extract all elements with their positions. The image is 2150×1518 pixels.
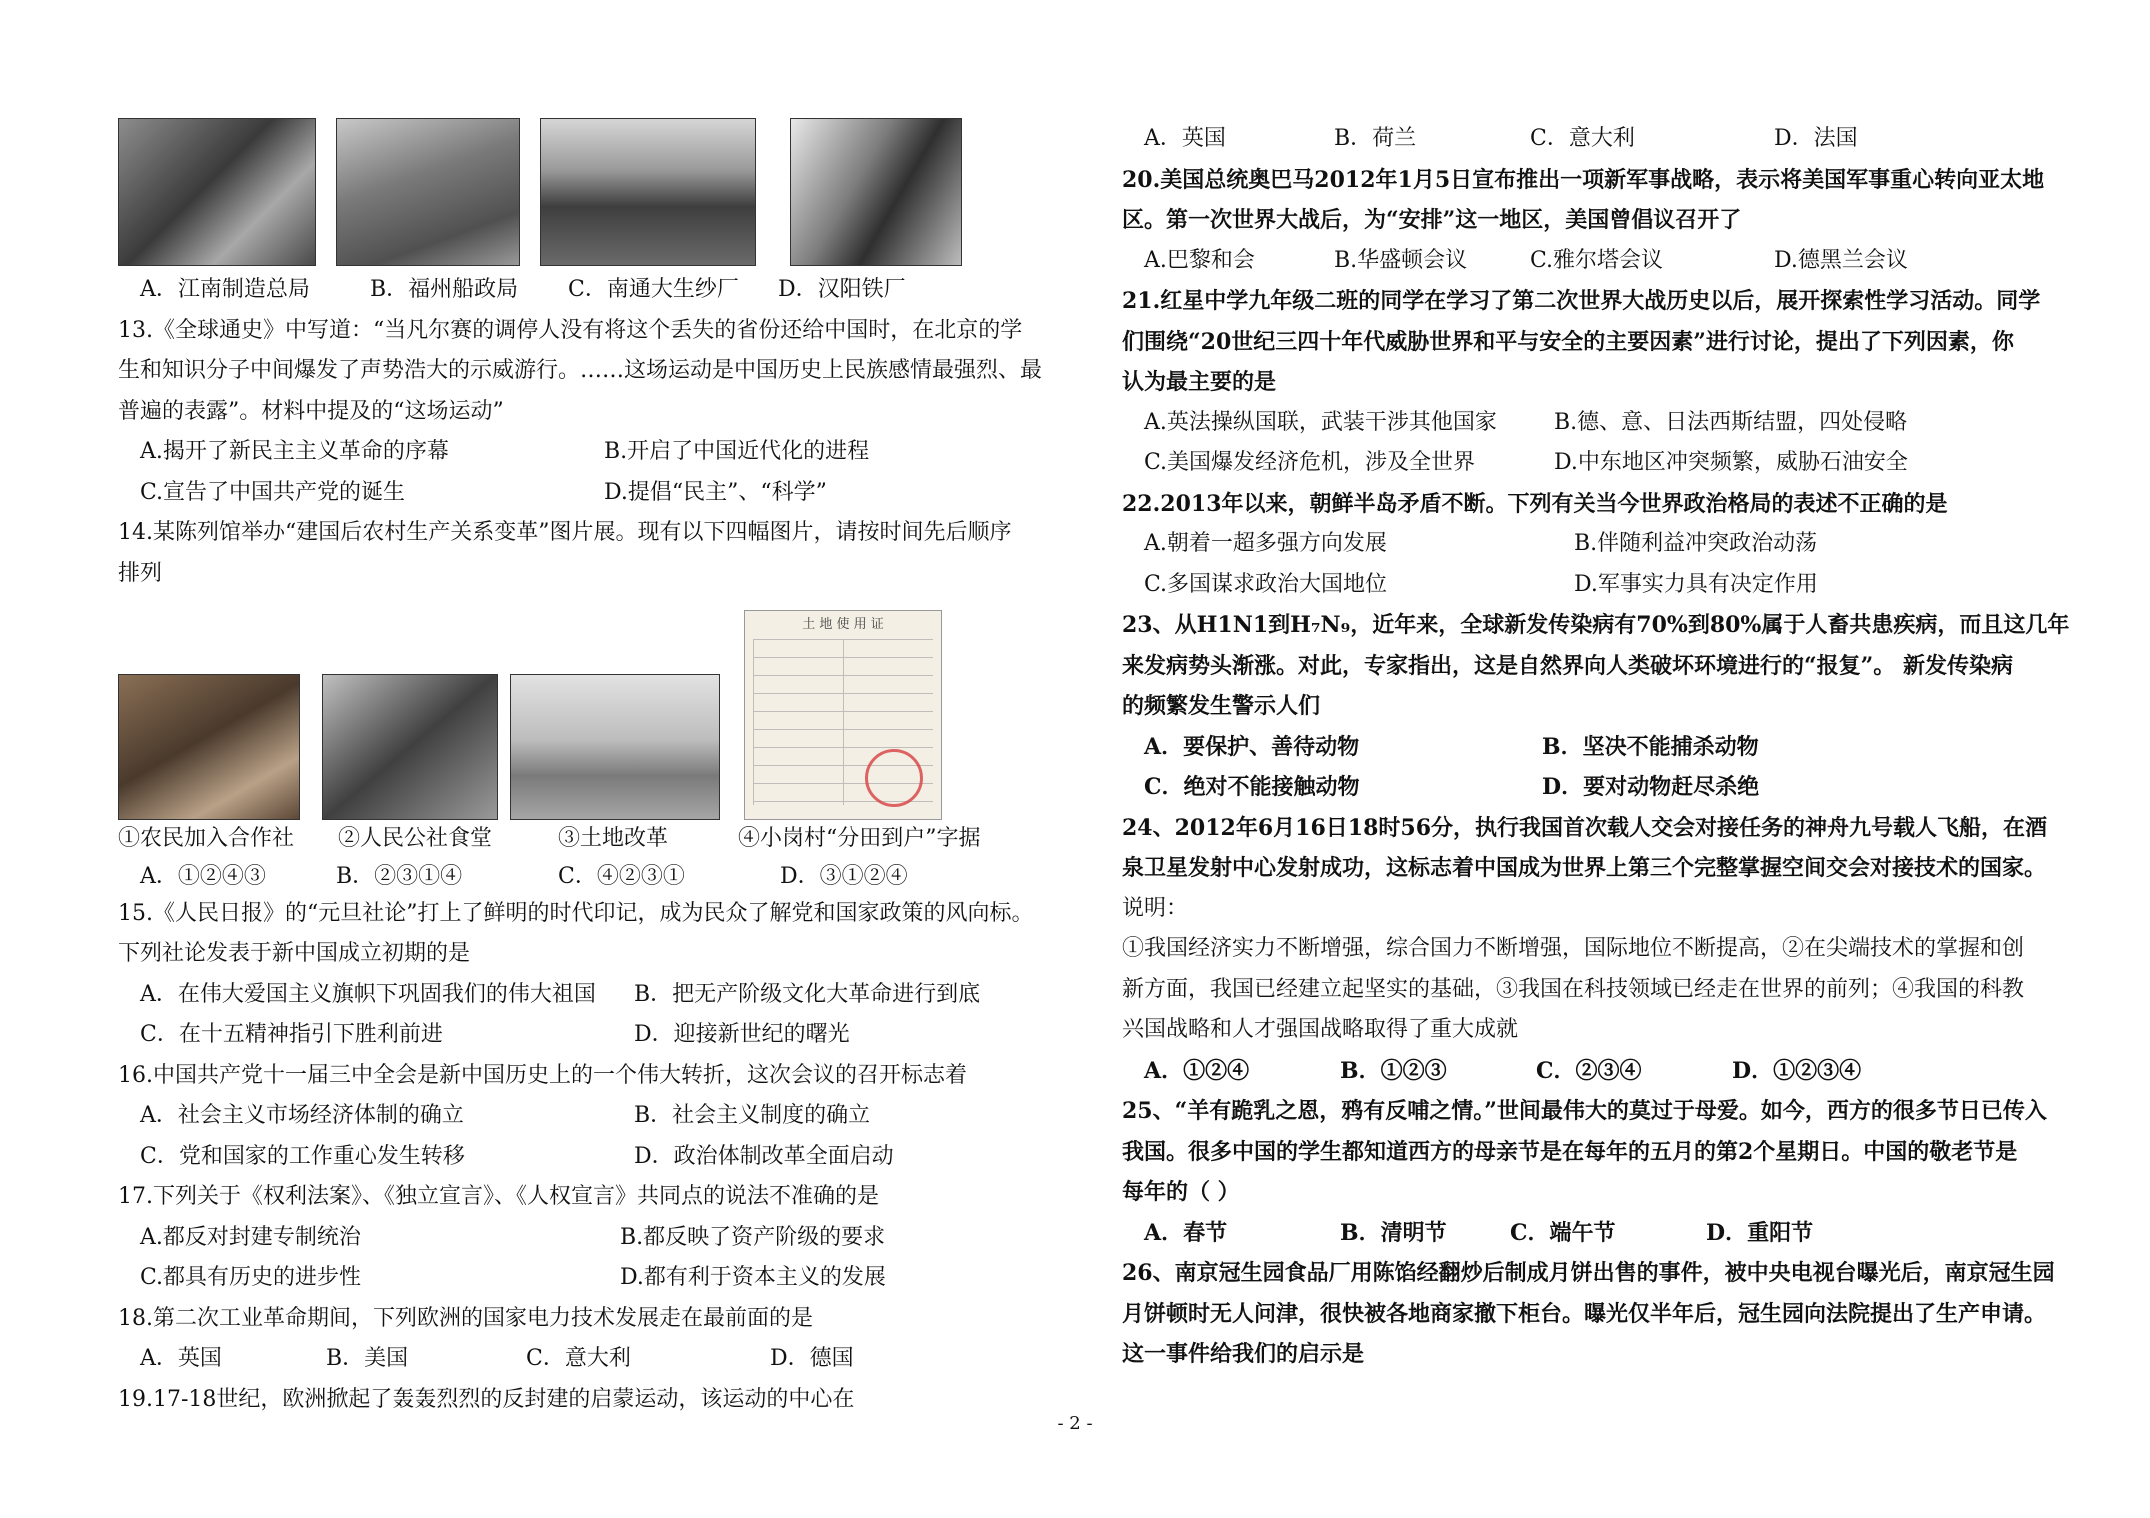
q25-stem-line-2: 我国。很多中国的学生都知道西方的母亲节是在每年的五月的第2个星期日。中国的敬老节是 — [1122, 1138, 2018, 1165]
q23-option-c: C．绝对不能接触动物 — [1144, 774, 1360, 800]
q24-stem-line-4: ①我国经济实力不断增强，综合国力不断增强，国际地位不断提高，②在尖端技术的掌握和创 — [1122, 936, 2025, 961]
q15-option-a: A．在伟大爱国主义旗帜下巩固我们的伟大祖国 — [140, 981, 596, 1007]
q13-option-d: D.提倡“民主”、“科学” — [604, 479, 827, 505]
q25-stem-line-1: 25、“羊有跪乳之恩，鸦有反哺之情。”世间最伟大的莫过于母爱。如今，西方的很多节日已传入 — [1122, 1098, 2047, 1124]
q17-options-row-2 — [118, 1258, 1048, 1299]
q21-option-c: C.美国爆发经济危机，涉及全世界 — [1144, 450, 1476, 475]
q19-option-c: C．意大利 — [1530, 126, 1635, 151]
q26-stem-line-3: 这一事件给我们的启示是 — [1122, 1341, 1365, 1367]
q12-photo-nantong — [540, 118, 756, 266]
q26-stem-line-2: 月饼顿时无人问津，很快被各地商家撤下柜台。曝光仅半年后，冠生园向法院提出了生产申请。 — [1122, 1300, 2047, 1327]
q17-option-c: C.都具有历史的进步性 — [140, 1265, 362, 1290]
q22-options-row-2 — [1122, 565, 2052, 606]
q23-option-b: B．坚决不能捕杀动物 — [1542, 733, 1759, 760]
q22-options-row-1 — [1122, 524, 2052, 565]
q14-caption-4: ④小岗村“分田到户”字据 — [738, 826, 981, 851]
q20-option-c: C.雅尔塔会议 — [1530, 247, 1664, 273]
q15-stem-line-1: 15.《人民日报》的“元旦社论”打上了鲜明的时代印记，成为民众了解党和国家政策的风向标。 — [118, 900, 1034, 926]
q15-option-d: D．迎接新世纪的曙光 — [634, 1022, 850, 1047]
q20-options — [1122, 241, 2052, 282]
q13-stem-line-1: 13.《全球通史》中写道：“当凡尔赛的调停人没有将这个丢失的省份还给中国时，在北京的学 — [118, 317, 1023, 343]
q14-option-b: B．②③①④ — [336, 863, 463, 889]
q14-stem-line-1: 14.某陈列馆举办“建国后农村生产关系变革”图片展。现有以下四幅图片，请按时间先后顺序 — [118, 520, 1012, 545]
q26-stem-line-1: 26、南京冠生园食品厂用陈馅经翻炒后制成月饼出售的事件，被中央电视台曝光后，南京冠生园 — [1122, 1260, 2055, 1286]
q12-photo-jiangnan — [118, 118, 316, 266]
q25-option-d: D．重阳节 — [1706, 1219, 1814, 1246]
q24-options — [1122, 1051, 2052, 1092]
q12-option-b: B．福州船政局 — [370, 277, 519, 302]
q12-option-d: D．汉阳铁厂 — [778, 277, 906, 302]
q14-caption-1: ①农民加入合作社 — [118, 826, 295, 851]
q14-caption-3: ③土地改革 — [558, 826, 669, 851]
q23-option-a: A．要保护、善待动物 — [1144, 733, 1360, 760]
q16-options-row-1 — [118, 1096, 1048, 1137]
red-seal-icon — [865, 749, 923, 807]
q14-caption-2: ②人民公社食堂 — [338, 826, 493, 851]
q15-options-row-2 — [118, 1015, 1048, 1056]
q22-option-d: D.军事实力具有决定作用 — [1574, 571, 1818, 597]
q14-option-d: D．③①②④ — [780, 863, 908, 889]
q22-option-a: A.朝着一超多强方向发展 — [1144, 531, 1387, 556]
q13-options-row-2 — [118, 473, 1048, 514]
q17-options-row-1 — [118, 1218, 1048, 1259]
q14-photo-canteen — [322, 674, 498, 820]
q25-option-a: A．春节 — [1144, 1219, 1228, 1246]
q24-stem-line-6: 兴国战略和人才强国战略取得了重大成就 — [1122, 1017, 1519, 1042]
q22-option-c: C.多国谋求政治大国地位 — [1144, 571, 1388, 597]
q24-stem-line-5: 新方面，我国已经建立起坚实的基础，③我国在科技领域已经走在世界的前列；④我国的科教 — [1122, 976, 2025, 1002]
q14-photo-land-reform — [510, 674, 720, 820]
q23-options-row-1 — [1122, 727, 2052, 768]
q18-option-b: B．美国 — [326, 1346, 409, 1371]
q14-doc-header: 土 地 使 用 证 — [802, 617, 884, 632]
q24-option-a: A．①②④ — [1144, 1057, 1250, 1084]
q22-stem: 22.2013年以来，朝鲜半岛矛盾不断。下列有关当今世界政治格局的表述不正确的是 — [1122, 490, 1948, 517]
q13-option-b: B.开启了中国近代化的进程 — [604, 439, 870, 464]
q21-stem-line-3: 认为最主要的是 — [1122, 369, 1277, 395]
q15-option-c: C．在十五精神指引下胜利前进 — [140, 1022, 443, 1047]
q17-option-a: A.都反对封建专制统治 — [140, 1224, 361, 1250]
q14-photo-row — [118, 594, 1048, 819]
q24-option-b: B．①②③ — [1340, 1057, 1447, 1084]
q14-captions — [118, 819, 1048, 860]
q14-options — [118, 860, 1048, 894]
q18-option-a: A．英国 — [140, 1346, 222, 1371]
q16-option-c: C．党和国家的工作重心发生转移 — [140, 1143, 465, 1169]
q20-option-d: D.德黑兰会议 — [1774, 247, 1908, 273]
q12-options — [118, 270, 1048, 311]
q12-photo-row — [118, 112, 1048, 270]
q16-option-a: A．社会主义市场经济体制的确立 — [140, 1103, 464, 1128]
q12-photo-fuzhou — [336, 118, 520, 266]
page-number: - 2 - — [1057, 1413, 1093, 1434]
q25-option-c: C．端午节 — [1510, 1219, 1616, 1246]
left-column — [118, 112, 1048, 1420]
q14-photo-cooperative — [118, 674, 300, 820]
q21-option-a: A.英法操纵国联，武装干涉其他国家 — [1144, 409, 1497, 435]
q23-options-row-2 — [1122, 767, 2052, 808]
q21-options-row-2 — [1122, 443, 2052, 484]
q19-option-d: D．法国 — [1774, 126, 1858, 151]
q19-stem: 19.17-18世纪，欧洲掀起了轰轰烈烈的反封建的启蒙运动，该运动的中心在 — [118, 1386, 855, 1412]
q19-options — [1122, 119, 2052, 160]
q18-option-c: C．意大利 — [526, 1346, 631, 1371]
q19-option-a: A．英国 — [1144, 126, 1226, 151]
q14-photo-land-certificate — [744, 610, 942, 820]
q25-options — [1122, 1213, 2052, 1254]
q13-option-c: C.宣告了中国共产党的诞生 — [140, 479, 406, 505]
q21-options-row-1 — [1122, 403, 2052, 444]
q23-stem-line-2: 来发病势头渐涨。对此，专家指出，这是自然界向人类破坏环境进行的“报复”。 新发传染病 — [1122, 652, 2013, 679]
q14-option-a: A．①②④③ — [140, 863, 266, 889]
q16-stem: 16.中国共产党十一届三中全会是新中国历史上的一个伟大转折，这次会议的召开标志着 — [118, 1062, 967, 1088]
q21-option-b: B.德、意、日法西斯结盟，四处侵略 — [1554, 409, 1908, 435]
q20-stem-line-1: 20.美国总统奥巴马2012年1月5日宣布推出一项新军事战略，表示将美国军事重心转向亚太地 — [1122, 166, 2045, 193]
q25-stem-line-3: 每年的（ ） — [1122, 1179, 1240, 1205]
q13-stem-line-3: 普遍的表露”。材料中提及的“这场运动” — [118, 398, 504, 424]
q23-stem-line-3: 的频繁发生警示人们 — [1122, 693, 1321, 719]
q20-stem-line-2: 区。第一次世界大战后，为“安排”这一地区，美国曾倡议召开了 — [1122, 207, 1742, 233]
q24-stem-line-1: 24、2012年6月16日18时56分，执行我国首次载人交会对接任务的神舟九号载人飞船，在酒 — [1122, 814, 2048, 841]
q18-stem: 18.第二次工业革命期间，下列欧洲的国家电力技术发展走在最前面的是 — [118, 1305, 813, 1331]
q24-option-d: D．①②③④ — [1732, 1057, 1862, 1084]
q13-option-a: A.揭开了新民主主义革命的序幕 — [140, 439, 449, 464]
q17-option-b: B.都反映了资产阶级的要求 — [620, 1224, 886, 1250]
q18-option-d: D．德国 — [770, 1346, 854, 1371]
q18-options — [118, 1339, 1048, 1380]
q24-stem-line-3: 说明： — [1122, 895, 1189, 921]
q21-option-d: D.中东地区冲突频繁，威胁石油安全 — [1554, 450, 1908, 475]
q22-option-b: B.伴随利益冲突政治动荡 — [1574, 531, 1818, 556]
q14-option-c: C．④②③① — [558, 863, 685, 889]
q20-option-b: B.华盛顿会议 — [1334, 247, 1468, 273]
right-column — [1122, 119, 2070, 1375]
q13-stem-line-2: 生和知识分子中间爆发了声势浩大的示威游行。……这场运动是中国历史上民族感情最强烈、最 — [118, 358, 1043, 383]
q21-stem-line-2: 们围绕“20世纪三四十年代威胁世界和平与安全的主要因素”进行讨论，提出了下列因素，你 — [1122, 328, 2014, 355]
q20-option-a: A.巴黎和会 — [1144, 247, 1255, 273]
q17-option-d: D.都有利于资本主义的发展 — [620, 1265, 886, 1290]
q17-stem: 17.下列关于《权利法案》、《独立宣言》、《人权宣言》共同点的说法不准确的是 — [118, 1184, 879, 1209]
q15-options-row-1 — [118, 975, 1048, 1016]
q12-photo-hanyang — [790, 118, 962, 266]
q15-option-b: B．把无产阶级文化大革命进行到底 — [634, 981, 981, 1007]
q24-option-c: C．②③④ — [1536, 1057, 1642, 1084]
q23-option-d: D．要对动物赶尽杀绝 — [1542, 774, 1760, 800]
q12-option-a: A．江南制造总局 — [140, 277, 310, 302]
q16-options-row-2 — [118, 1137, 1048, 1178]
q16-option-b: B．社会主义制度的确立 — [634, 1103, 871, 1128]
q23-stem-line-1: 23、从H1N1到H₇N₉，近年来，全球新发传染病有70%到80%属于人畜共患疾病，而且这几年 — [1122, 612, 2070, 638]
q14-stem-line-2: 排列 — [118, 560, 163, 586]
q25-option-b: B．清明节 — [1340, 1219, 1447, 1246]
q19-option-b: B．荷兰 — [1334, 126, 1417, 151]
q24-stem-line-2: 泉卫星发射中心发射成功，这标志着中国成为世界上第三个完整掌握空间交会对接技术的国家。 — [1122, 855, 2047, 881]
q12-option-c: C．南通大生纱厂 — [568, 277, 739, 302]
q21-stem-line-1: 21.红星中学九年级二班的同学在学习了第二次世界大战历史以后，展开探索性学习活动。同学 — [1122, 288, 2041, 314]
q16-option-d: D．政治体制改革全面启动 — [634, 1143, 894, 1169]
q13-options-row-1 — [118, 432, 1048, 473]
q15-stem-line-2: 下列社论发表于新中国成立初期的是 — [118, 941, 471, 966]
